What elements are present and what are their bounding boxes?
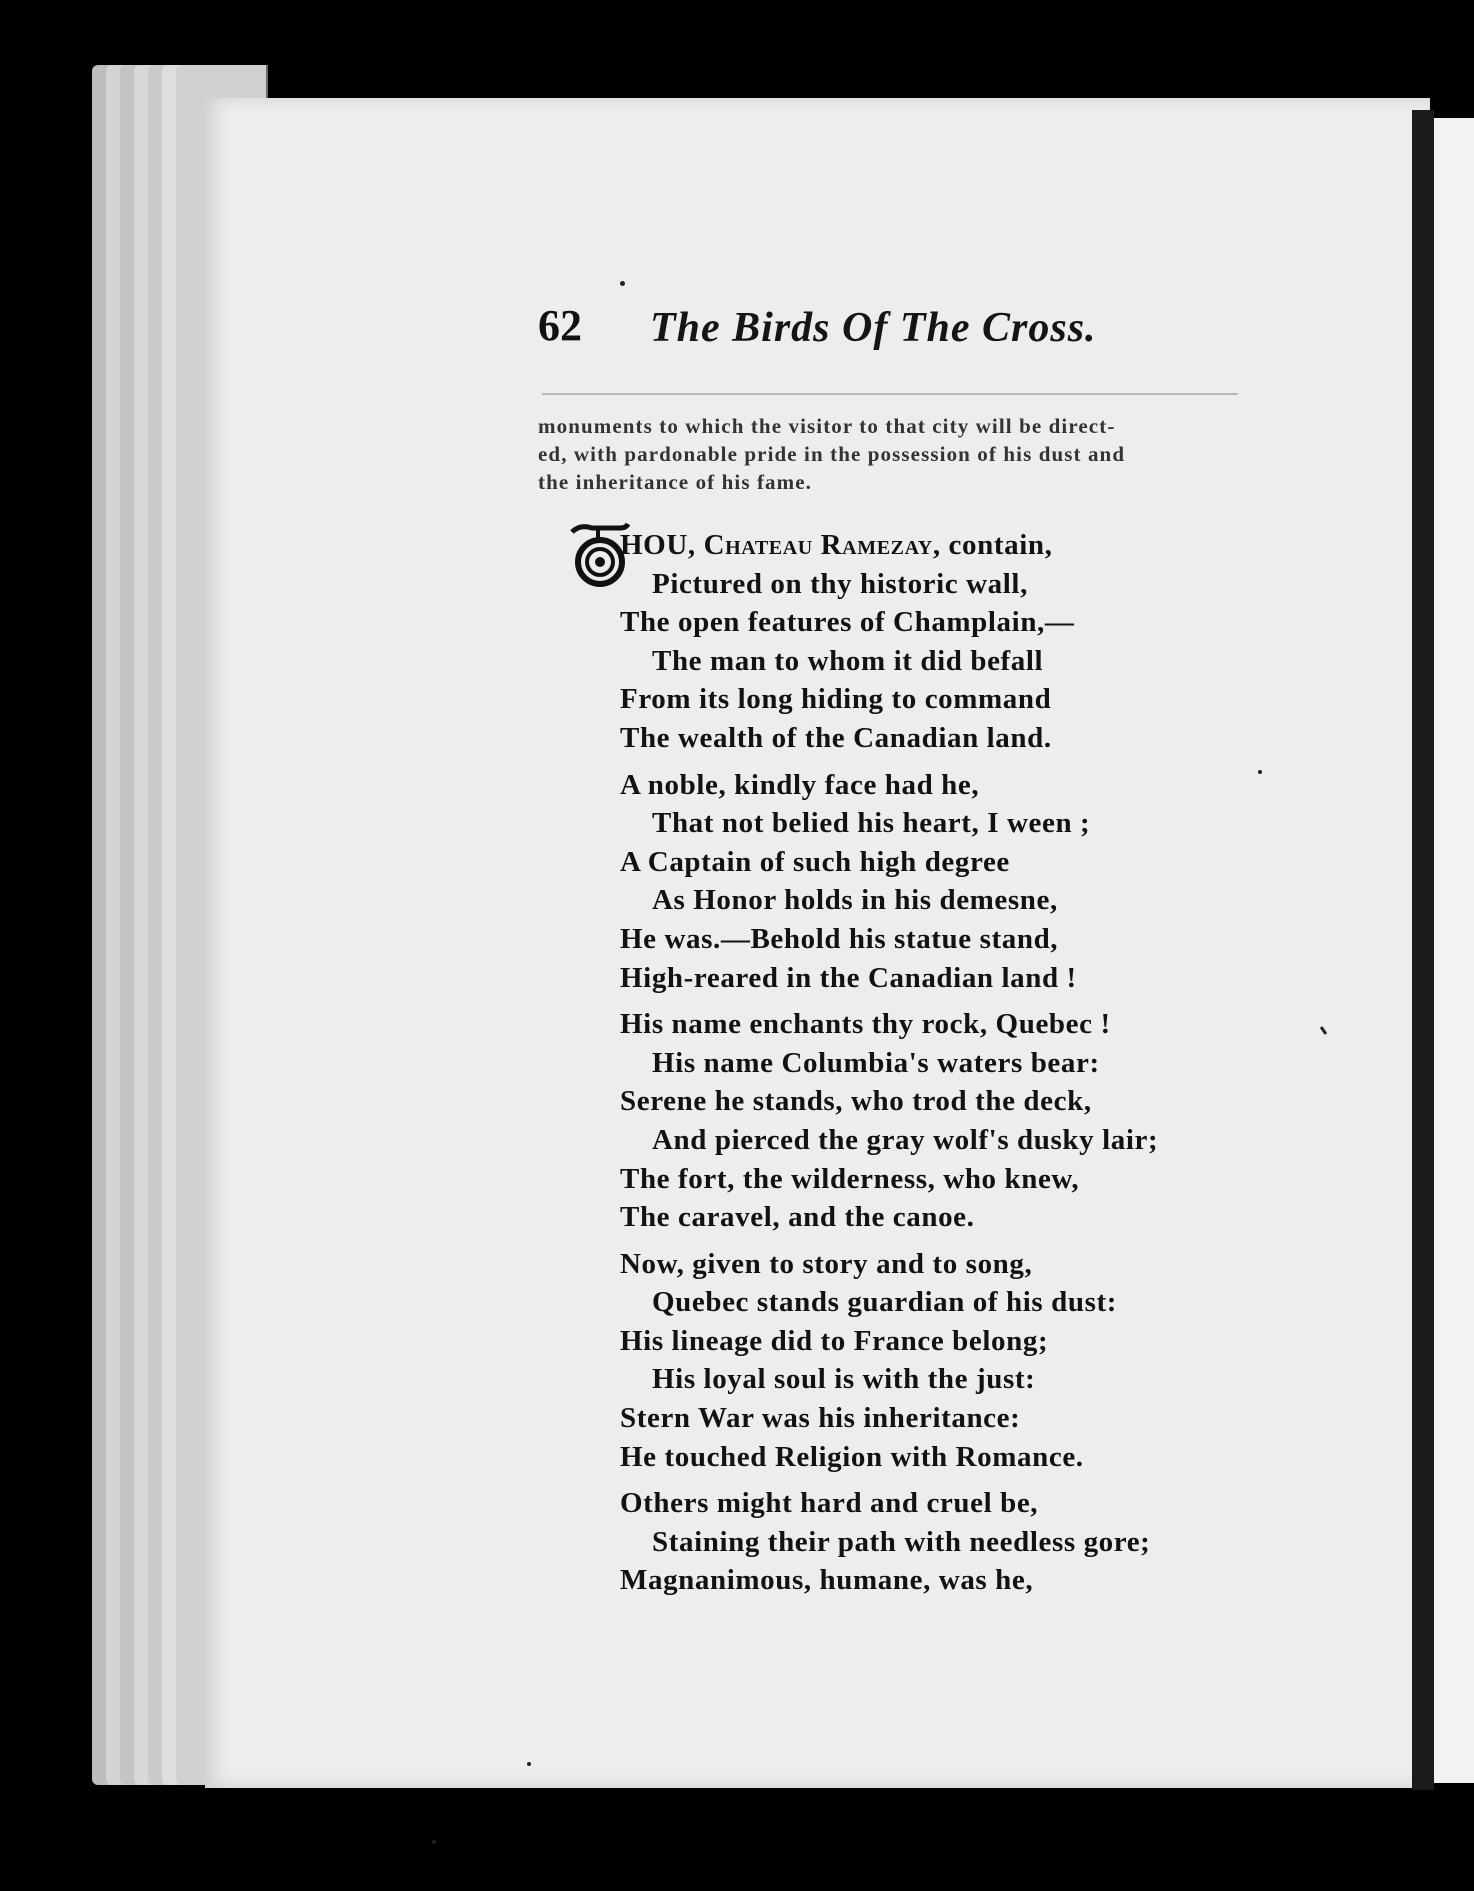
ink-speck [620,281,625,286]
stanza [620,766,1280,998]
poem-line: The caravel, and the canoe. [620,1201,975,1234]
poem-line: He touched Religion with Romance. [620,1440,1084,1473]
stanza [620,1245,1280,1477]
poem-line: He was.—Behold his statue stand, [620,922,1059,955]
poem-line: Staining their path with needless gore; [652,1525,1151,1558]
poem-line: Quebec stands guardian of his dust: [652,1286,1117,1319]
poem-line: Stern War was his inheritance: [620,1402,1021,1435]
first-line-opening: HOU, [620,529,704,561]
poem-line: The man to whom it did befall [652,644,1044,677]
poem-line: The wealth of the Canadian land. [620,721,1052,754]
poem-line: His name enchants thy rock, Quebec ! [620,1008,1111,1041]
ink-speck [432,1840,436,1844]
prose-paragraph [538,412,1250,496]
poem-line: That not belied his heart, I ween ; [652,807,1091,840]
running-title: The Birds Of The Cross. [650,305,1097,351]
poem-line: Now, given to story and to song, [620,1247,1033,1280]
poem-line: Serene he stands, who trod the deck, [620,1085,1092,1118]
poem-first-line [620,526,1280,565]
poem-line: His lineage did to France belong; [620,1324,1049,1357]
stanza [620,1005,1280,1237]
poem-line: Pictured on thy historic wall, [652,567,1028,600]
prose-line: monuments to which the visitor to that city will be direct- [538,414,1116,438]
poem-line: And pierced the gray wolf's dusky lair; [652,1123,1159,1156]
poem-line: Magnanimous, humane, was he, [620,1564,1034,1597]
prose-line: the inheritance of his fame. [538,470,813,494]
poem-line: The open features of Champlain,— [620,606,1075,639]
header-rule [542,393,1238,395]
poem-line: His loyal soul is with the just: [652,1363,1036,1396]
stanza [620,1484,1280,1600]
ink-speck [527,1762,531,1766]
book-gutter [1412,110,1434,1790]
facing-page-edge [1434,118,1474,1783]
poem-line: From its long hiding to command [620,683,1052,716]
prose-line: ed, with pardonable pride in the possession of his dust and [538,442,1126,466]
poem-line: A noble, kindly face had he, [620,768,980,801]
poem [620,526,1280,1608]
poem-line: The fort, the wilderness, who knew, [620,1162,1080,1195]
first-line-ending: , contain, [932,529,1053,561]
poem-line: Others might hard and cruel be, [620,1487,1039,1520]
stanza [620,526,1280,758]
poem-line: A Captain of such high degree [620,845,1010,878]
poem-line: As Honor holds in his demesne, [652,884,1058,917]
page-number: 62 [538,301,582,350]
poem-line: High-reared in the Canadian land ! [620,961,1077,994]
poem-line: His name Columbia's waters bear: [652,1046,1100,1079]
first-line-smallcaps: Chateau Ramezay [703,529,933,561]
